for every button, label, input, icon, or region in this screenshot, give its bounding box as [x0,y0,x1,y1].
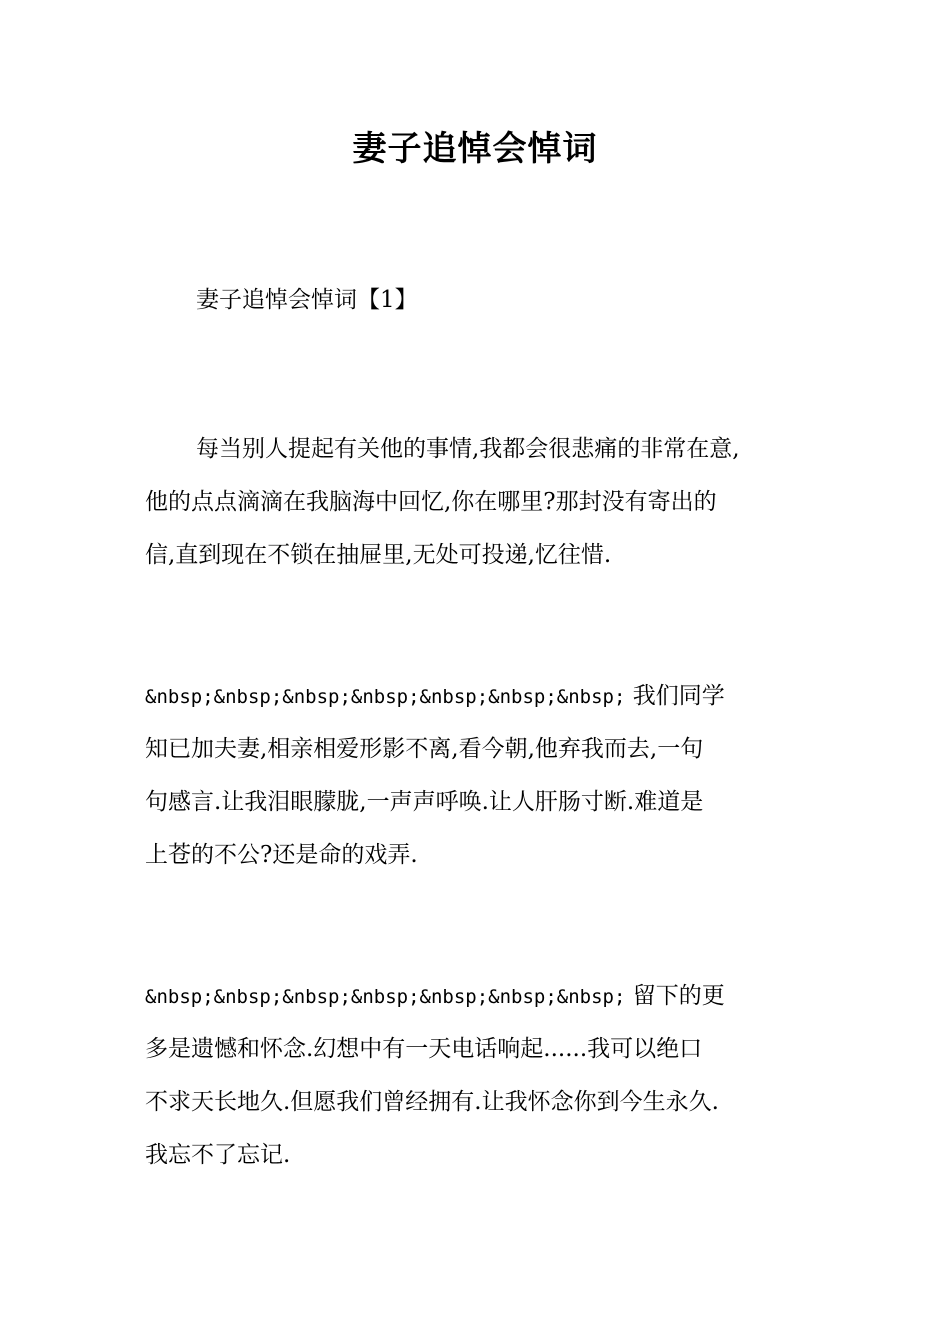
paragraph-line: 上苍的不公?还是命的戏弄. [145,842,418,868]
paragraph-first-line [145,670,810,723]
document-title: 妻子追悼会悼词 [352,129,598,169]
paragraph-line: 不求天长地久.但愿我们曾经拥有.让我怀念你到今生永久. [145,1089,719,1115]
paragraph-line: 每当别人提起有关他的事情,我都会很悲痛的非常在意, [196,436,740,462]
paragraph-line-text: 留下的更 [625,983,725,1009]
nbsp-entity-text: &nbsp;&nbsp;&nbsp;&nbsp;&nbsp;&nbsp;&nbsp; [145,686,626,708]
paragraph-line: 我忘不了忘记. [145,1142,291,1168]
paragraph-line: 信,直到现在不锁在抽屉里,无处可投递,忆往惜. [145,542,612,568]
paragraph-line: 句感言.让我泪眼朦胧,一声声呼唤.让人肝肠寸断.难道是 [145,789,704,815]
paragraph-line-text: 我们同学 [625,683,725,709]
paragraph-1 [145,423,810,582]
paragraph-line: 知已加夫妻,相亲相爱形影不离,看今朝,他弃我而去,一句 [145,736,704,762]
paragraph-2 [145,670,810,882]
section-heading: 妻子追悼会悼词【1】 [196,287,418,313]
paragraph-line: 他的点点滴滴在我脑海中回忆,你在哪里?那封没有寄出的 [145,489,717,515]
nbsp-entity-text: &nbsp;&nbsp;&nbsp;&nbsp;&nbsp;&nbsp;&nbsp; [145,986,626,1008]
paragraph-3 [145,970,810,1182]
paragraph-line: 多是遗憾和怀念.幻想中有一天电话响起......我可以绝口 [145,1036,703,1062]
paragraph-first-line [145,970,810,1023]
